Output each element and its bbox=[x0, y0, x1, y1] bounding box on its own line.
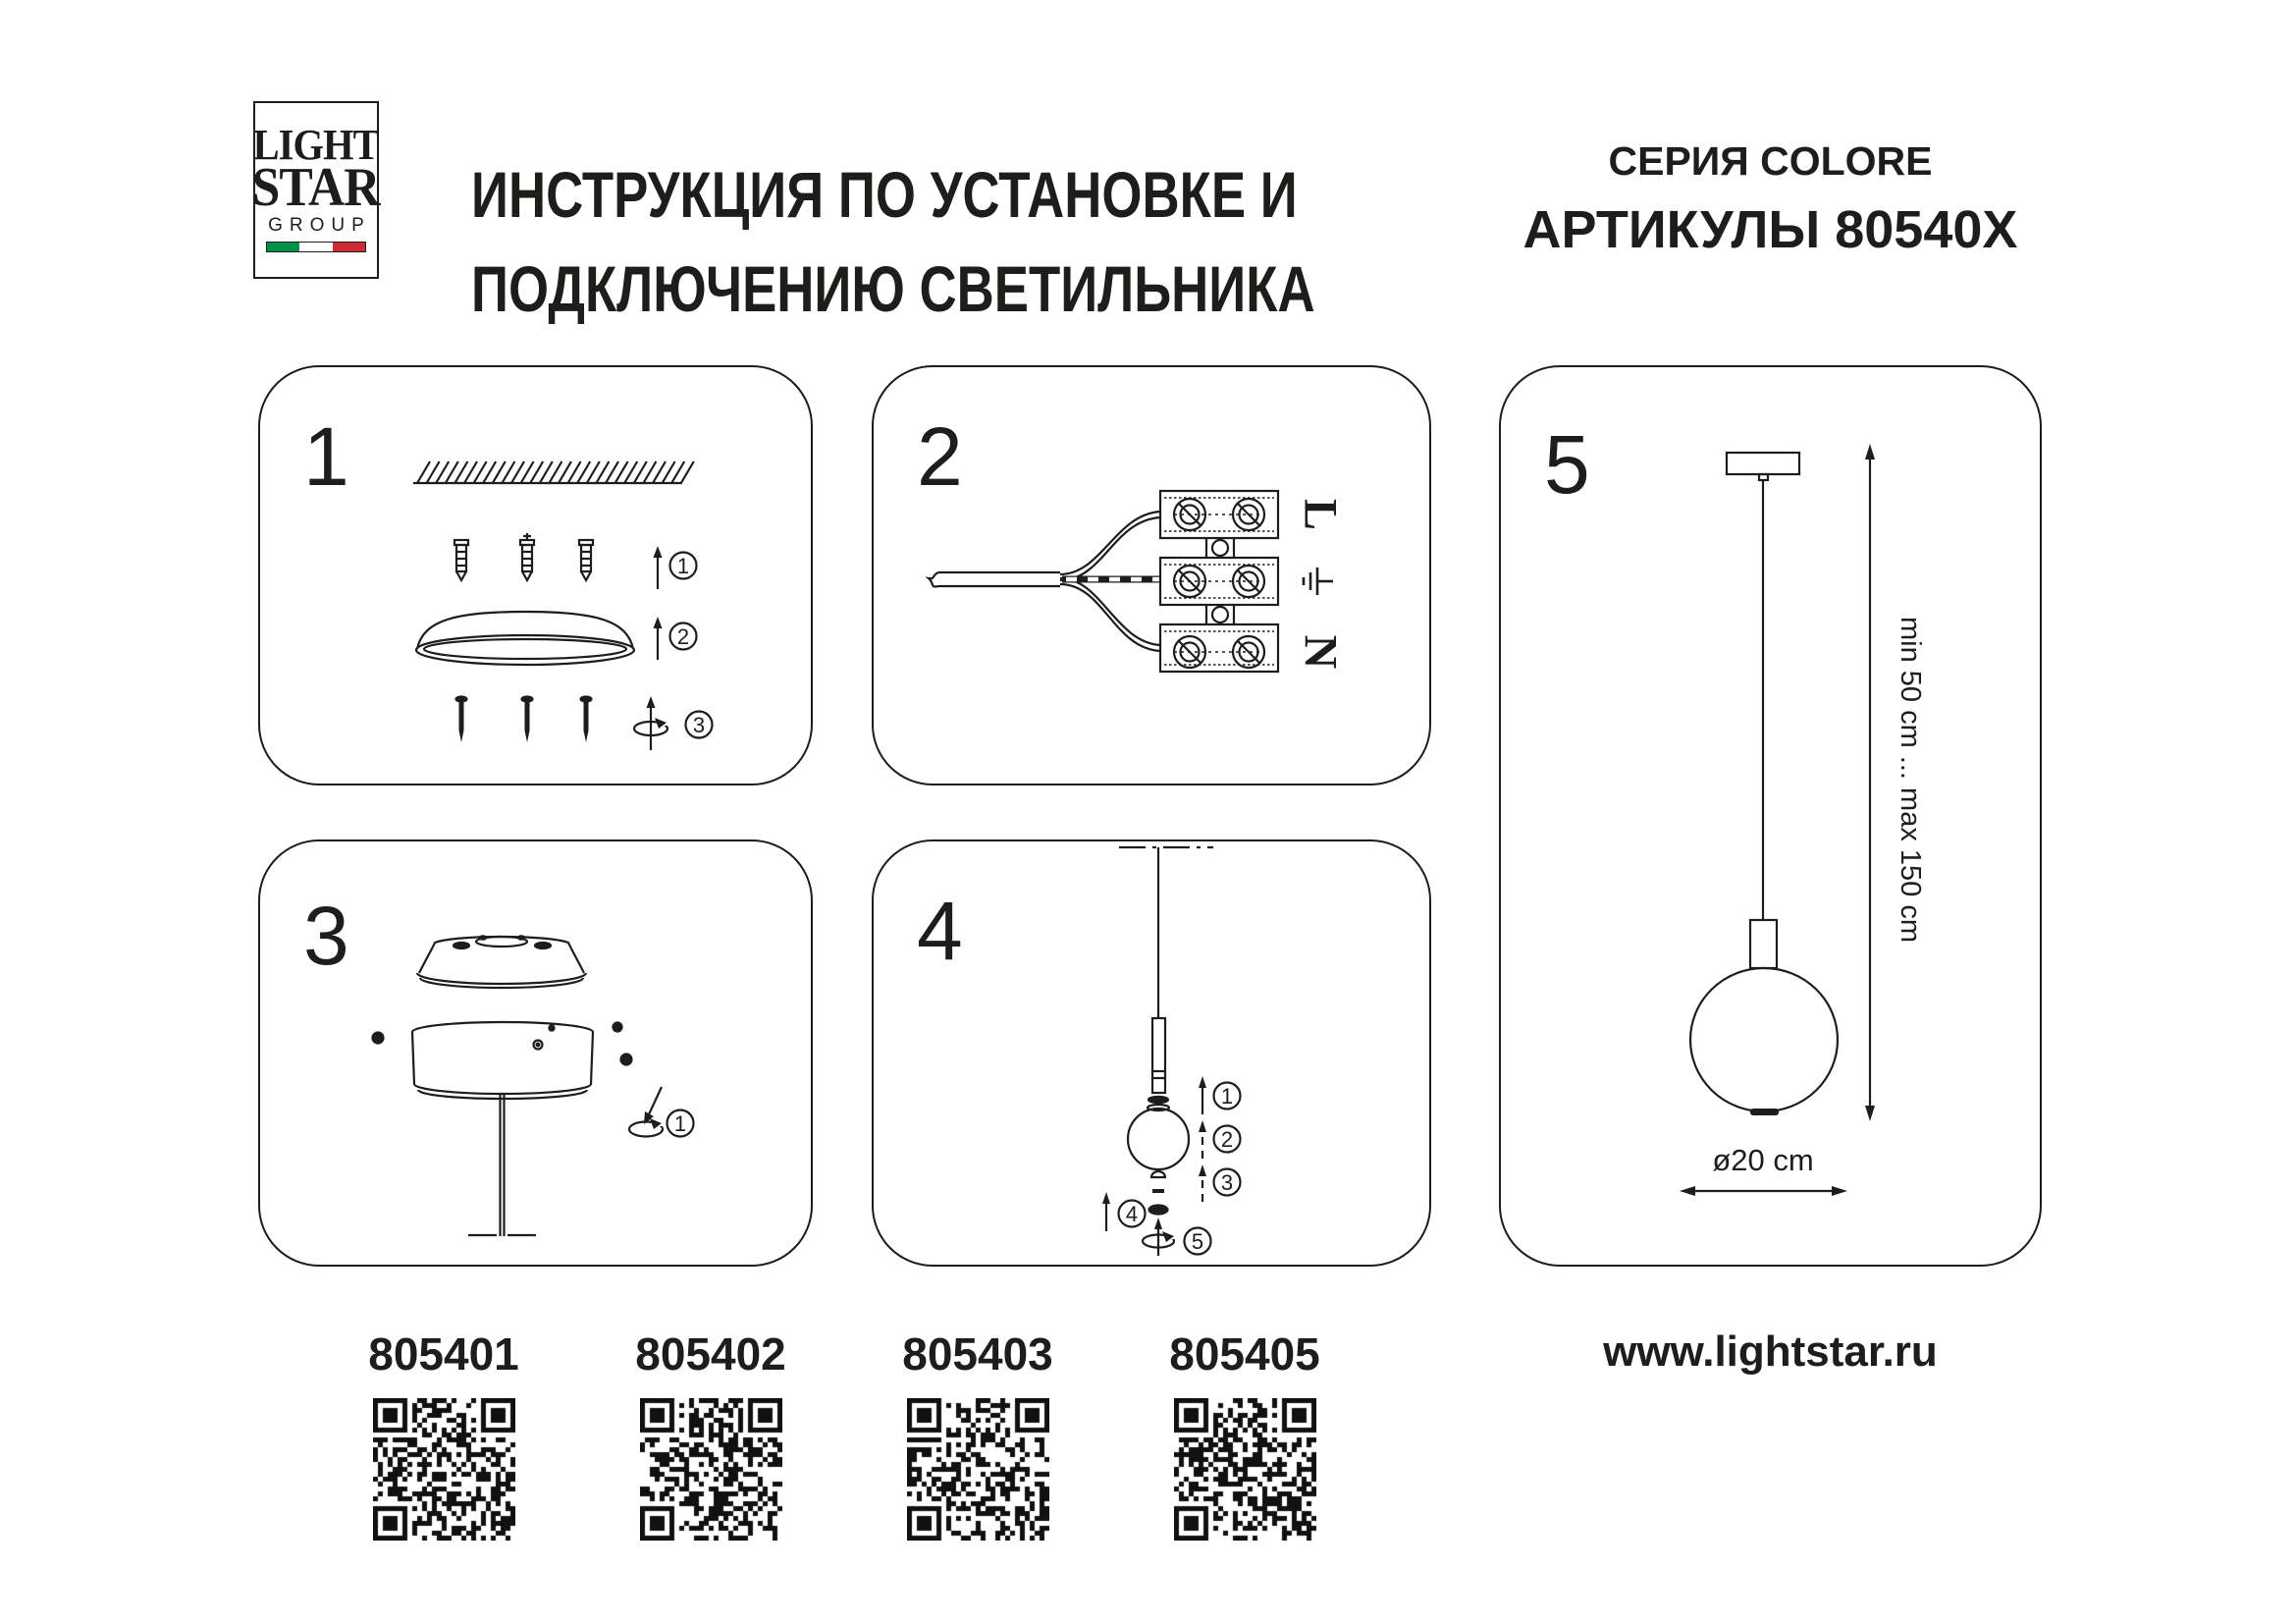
italian-flag-stripe bbox=[266, 242, 366, 252]
flag-red bbox=[333, 243, 365, 251]
arrow-up-icon bbox=[1102, 1192, 1110, 1231]
dimensions-panel bbox=[1499, 365, 2042, 1267]
arrow-up-icon bbox=[654, 617, 663, 660]
step-number-1: 1 bbox=[673, 1111, 687, 1136]
article-number: 805402 bbox=[635, 1328, 786, 1380]
logo-word-star: STAR bbox=[252, 156, 380, 218]
rotate-arrow-icon bbox=[629, 1087, 667, 1137]
panel-number: 2 bbox=[917, 410, 963, 503]
qr-code bbox=[640, 1398, 782, 1541]
rotate-arrow-icon bbox=[634, 696, 671, 750]
arrow-up-icon bbox=[1199, 1120, 1206, 1159]
lamp-body-drawing bbox=[412, 1022, 593, 1099]
step3-diagram bbox=[260, 841, 811, 1265]
height-range-label: min 50 cm ... max 150 cm bbox=[1895, 617, 1926, 943]
step-number-2: 2 bbox=[1220, 1127, 1234, 1152]
logo-word-group: GROUP bbox=[268, 214, 371, 236]
height-dimension-arrow bbox=[1865, 444, 1875, 1121]
article-number: 805403 bbox=[902, 1328, 1053, 1380]
page-title bbox=[471, 147, 1315, 336]
logo-word-light: LIGHT bbox=[252, 121, 380, 169]
terminal-block-drawing bbox=[1160, 491, 1278, 672]
assembled-lamp-drawing bbox=[1690, 453, 1838, 1115]
step-number-3: 3 bbox=[692, 713, 706, 737]
article-column bbox=[622, 1327, 799, 1541]
lightstar-logo bbox=[253, 101, 379, 279]
title-line-2: ПОДКЛЮЧЕНИЮ СВЕТИЛЬНИКА bbox=[471, 252, 1315, 325]
step1-diagram bbox=[260, 367, 811, 784]
pendant-parts-drawing bbox=[1128, 847, 1189, 1215]
step-panel-1 bbox=[258, 365, 813, 785]
step-number-1: 1 bbox=[676, 554, 690, 578]
article-number: 805401 bbox=[368, 1328, 519, 1380]
articles-title: АРТИКУЛЫ 80540X bbox=[1522, 200, 2018, 259]
qr-code bbox=[1174, 1398, 1316, 1541]
rotate-arrow-icon bbox=[1143, 1218, 1178, 1256]
step-panel-3 bbox=[258, 839, 813, 1267]
article-column bbox=[889, 1327, 1066, 1541]
panel-number: 5 bbox=[1544, 418, 1590, 511]
screw-dot-icon bbox=[621, 1055, 632, 1065]
neutral-label: N bbox=[1294, 634, 1347, 670]
arrow-up-icon bbox=[654, 546, 663, 589]
wiring-diagram bbox=[874, 367, 1429, 784]
panel-number: 1 bbox=[303, 410, 349, 503]
article-number: 805405 bbox=[1169, 1328, 1320, 1380]
screw-dot-icon bbox=[614, 1023, 622, 1032]
step-number-5: 5 bbox=[1191, 1229, 1204, 1254]
diameter-label: ø20 cm bbox=[1712, 1143, 1814, 1177]
step4-diagram bbox=[874, 841, 1429, 1265]
panel-number: 3 bbox=[303, 890, 349, 982]
wall-anchor-icon bbox=[454, 533, 593, 580]
suspension-rod-drawing bbox=[468, 1095, 536, 1236]
ceiling-plate-drawing bbox=[416, 612, 634, 665]
step-number-4: 4 bbox=[1125, 1202, 1139, 1226]
diameter-dimension-arrow bbox=[1680, 1186, 1847, 1196]
step-panel-2 bbox=[872, 365, 1431, 785]
article-column bbox=[1156, 1327, 1333, 1541]
canopy-drawing bbox=[417, 936, 586, 988]
step-panel-4 bbox=[872, 839, 1431, 1267]
arrow-up-icon bbox=[1199, 1164, 1206, 1202]
step-number-1: 1 bbox=[1220, 1084, 1234, 1109]
terminal-screw-icon bbox=[1174, 499, 1264, 668]
panel-number: 4 bbox=[917, 885, 963, 977]
dimensions-diagram bbox=[1501, 367, 2040, 1265]
title-line-1: ИНСТРУКЦИЯ ПО УСТАНОВКЕ И bbox=[471, 158, 1298, 231]
flag-green bbox=[267, 243, 299, 251]
qr-code bbox=[907, 1398, 1049, 1541]
qr-code bbox=[373, 1398, 515, 1541]
earth-symbol-icon bbox=[1304, 568, 1333, 595]
series-name: СЕРИЯ COLORE bbox=[1608, 138, 1933, 184]
screw-dot-icon bbox=[373, 1033, 384, 1044]
screw-icon bbox=[456, 697, 592, 743]
line-label: L bbox=[1294, 498, 1347, 531]
article-column bbox=[355, 1327, 532, 1541]
arrow-up-icon bbox=[1199, 1076, 1206, 1114]
step-number-2: 2 bbox=[676, 624, 690, 649]
ceiling-hatch bbox=[417, 461, 694, 483]
flag-white bbox=[299, 243, 332, 251]
mains-cable-drawing bbox=[929, 512, 1160, 651]
step-number-3: 3 bbox=[1220, 1170, 1234, 1195]
website-url: www.lightstar.ru bbox=[1603, 1327, 1938, 1376]
